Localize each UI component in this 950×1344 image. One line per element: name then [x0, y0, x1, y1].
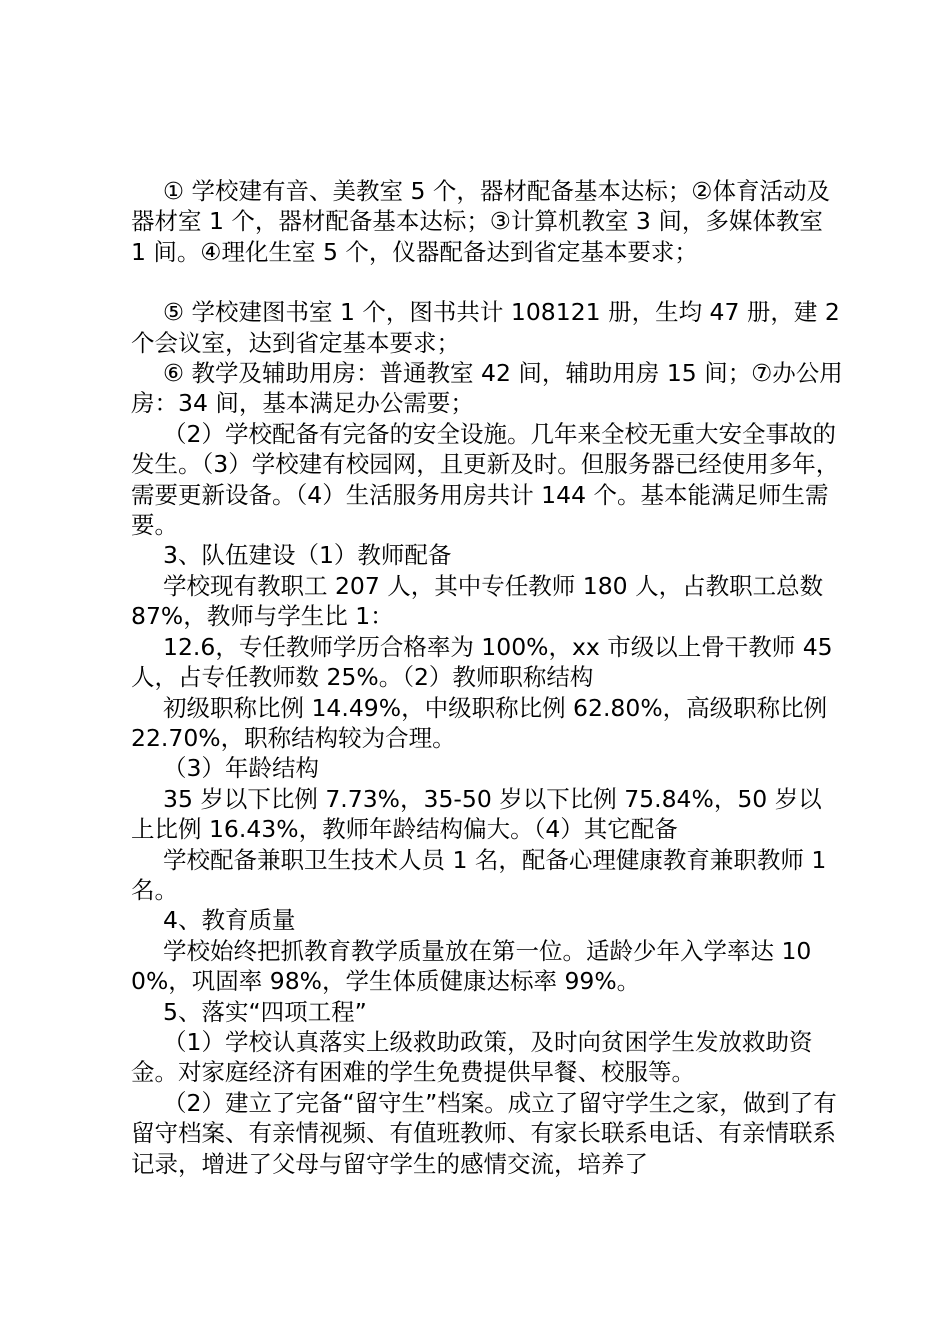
paragraph-assistance: （1）学校认真落实上级救助政策，及时向贫困学生发放救助资金。对家庭经济有困难的学生免费提供早餐、校服等。 [131, 1027, 813, 1087]
heading-team-building: 3、队伍建设（1）教师配备 [163, 541, 452, 570]
paragraph-title-structure: 初级职称比例 14.49%，中级职称比例 62.80%，高级职称比例 22.70%，职称结构较为合理。 [131, 693, 828, 752]
paragraph-safety: （2）学校配备有完备的安全设施。几年来全校无重大安全事故的发生。（3）学校建有校园网，且更新及时。但服务器已经使用多年，需要更新设备。（4）生活服务用房共计 144 个。基本能满足师生需要。 [131, 419, 840, 540]
paragraph-staff-count: 学校现有教职工 207 人，其中专任教师 180 人，占教职工总数 87%，教师与学生比 1： [131, 571, 824, 631]
paragraph-left-behind: （2）建立了完备“留守生”档案。成立了留守学生之家，做到了有留守档案、有亲情视频、有值班教师、有家长联系电话、有亲情联系记录，增进了父母与留守学生的感情交流，培养了 [131, 1088, 837, 1178]
document-body [131, 176, 843, 1179]
paragraph-teacher-ratio: 12.6，专任教师学历合格率为 100%，xx 市级以上骨干教师 45 人，占专任教师数 25%。（2）教师职称结构 [131, 632, 833, 692]
paragraph-gap [131, 267, 843, 297]
heading-age-structure: （3）年龄结构 [163, 754, 319, 783]
paragraph-library: ⑤ 学校建图书室 1 个，图书共计 108121 册，生均 47 册，建 2 个会议室，达到省定基本要求； [131, 298, 840, 357]
paragraph-age-structure: 35 岁以下比例 7.73%，35-50 岁以下比例 75.84%，50 岁以上比例 16.43%，教师年龄结构偏大。（4）其它配备 [131, 784, 822, 844]
paragraph-classrooms: ⑥ 教学及辅助用房：普通教室 42 间，辅助用房 15 间；⑦办公用房：34 间，基本满足办公需要； [131, 359, 843, 418]
paragraph-other-staff: 学校配备兼职卫生技术人员 1 名，配备心理健康教育兼职教师 1 名。 [131, 845, 827, 904]
paragraph-education-quality: 学校始终把抓教育教学质量放在第一位。适龄少年入学率达 100%，巩固率 98%，学生体质健康达标率 99%。 [131, 936, 812, 996]
heading-four-projects: 5、落实“四项工程” [163, 997, 367, 1026]
heading-education-quality: 4、教育质量 [163, 906, 296, 935]
paragraph-facilities: ① 学校建有音、美教室 5 个，器材配备基本达标；②体育活动及器材室 1 个，器材配备基本达标；③计算机教室 3 间，多媒体教室 1 间。④理化生室 5 个，仪器配备达到省定基本要求； [131, 177, 830, 266]
